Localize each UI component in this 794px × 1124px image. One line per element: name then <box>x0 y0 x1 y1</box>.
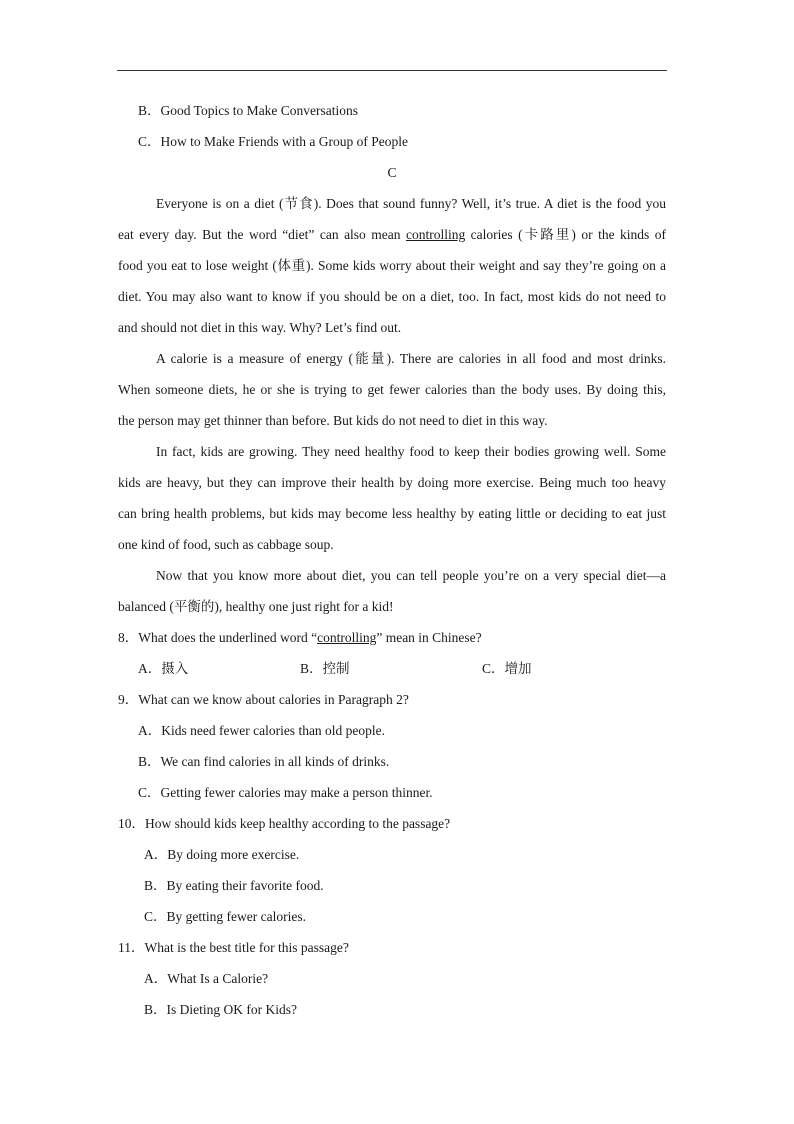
question-9 <box>118 684 666 808</box>
passage-line: kids are heavy, but they can improve their health by doing more exercise. Being much too heavy <box>118 475 666 490</box>
option-c: C．Getting fewer calories may make a person thinner. <box>138 785 433 800</box>
question-11 <box>118 932 666 1025</box>
passage-line: food you eat to lose weight (体重). Some kids worry about their weight and say they’re going on a <box>118 258 666 273</box>
section-label: C <box>387 165 397 180</box>
option-a: A．By doing more exercise. <box>144 847 300 862</box>
question-stem: 9．What can we know about calories in Paragraph 2? <box>118 692 409 707</box>
option-b: B．Is Dieting OK for Kids? <box>144 1002 297 1017</box>
passage-line: can bring health problems, but kids may become less healthy by eating little or deciding to eat just <box>118 506 666 521</box>
option-b: B．控制 <box>300 661 350 676</box>
header-rule <box>117 70 667 71</box>
prev-option-c: C．How to Make Friends with a Group of People <box>138 134 408 149</box>
passage-paragraph-4 <box>118 560 666 622</box>
passage-paragraph-1 <box>118 188 666 343</box>
passage-paragraph-2 <box>118 343 666 436</box>
underlined-word: controlling <box>405 227 466 242</box>
passage-line: and should not diet in this way. Why? Let’s find out. <box>118 320 402 335</box>
option-a: A．What Is a Calorie? <box>144 971 269 986</box>
passage-line: When someone diets, he or she is trying to get fewer calories than the body uses. By doing this, <box>118 382 666 397</box>
question-stem: 10．How should kids keep healthy according to the passage? <box>118 816 451 831</box>
passage-line: In fact, kids are growing. They need healthy food to keep their bodies growing well. Some <box>156 444 666 459</box>
passage-line: eat every day. But the word “diet” can also mean controlling calories (卡路里) or the kinds of <box>118 227 666 242</box>
question-8 <box>118 622 666 684</box>
passage-line: diet. You may also want to know if you should be on a diet, too. In fact, most kids do not need to <box>118 289 666 304</box>
option-b: B．By eating their favorite food. <box>144 878 324 893</box>
option-row <box>118 653 666 684</box>
question-stem: 8．What does the underlined word “controlling” mean in Chinese? <box>118 630 482 645</box>
option-a: A．摄入 <box>138 661 189 676</box>
underlined-word: controlling <box>317 630 377 645</box>
document-page <box>118 95 666 1025</box>
passage-line: one kind of food, such as cabbage soup. <box>118 537 334 552</box>
passage-line: Everyone is on a diet (节食). Does that sound funny? Well, it’s true. A diet is the food you <box>156 196 666 211</box>
option-c: C．By getting fewer calories. <box>144 909 306 924</box>
option-a: A．Kids need fewer calories than old people. <box>138 723 386 738</box>
question-10 <box>118 808 666 932</box>
option-b: B．We can find calories in all kinds of drinks. <box>138 754 390 769</box>
passage-line: the person may get thinner than before. But kids do not need to diet in this way. <box>118 413 548 428</box>
passage-line: Now that you know more about diet, you can tell people you’re on a very special diet—a <box>156 568 666 583</box>
passage-paragraph-3 <box>118 436 666 560</box>
prev-option-b: B．Good Topics to Make Conversations <box>138 103 359 118</box>
option-c: C．增加 <box>482 661 532 676</box>
passage-line: A calorie is a measure of energy (能量). There are calories in all food and most drinks. <box>156 351 666 366</box>
passage-line: balanced (平衡的), healthy one just right for a kid! <box>118 599 394 614</box>
question-stem: 11．What is the best title for this passage? <box>118 940 349 955</box>
